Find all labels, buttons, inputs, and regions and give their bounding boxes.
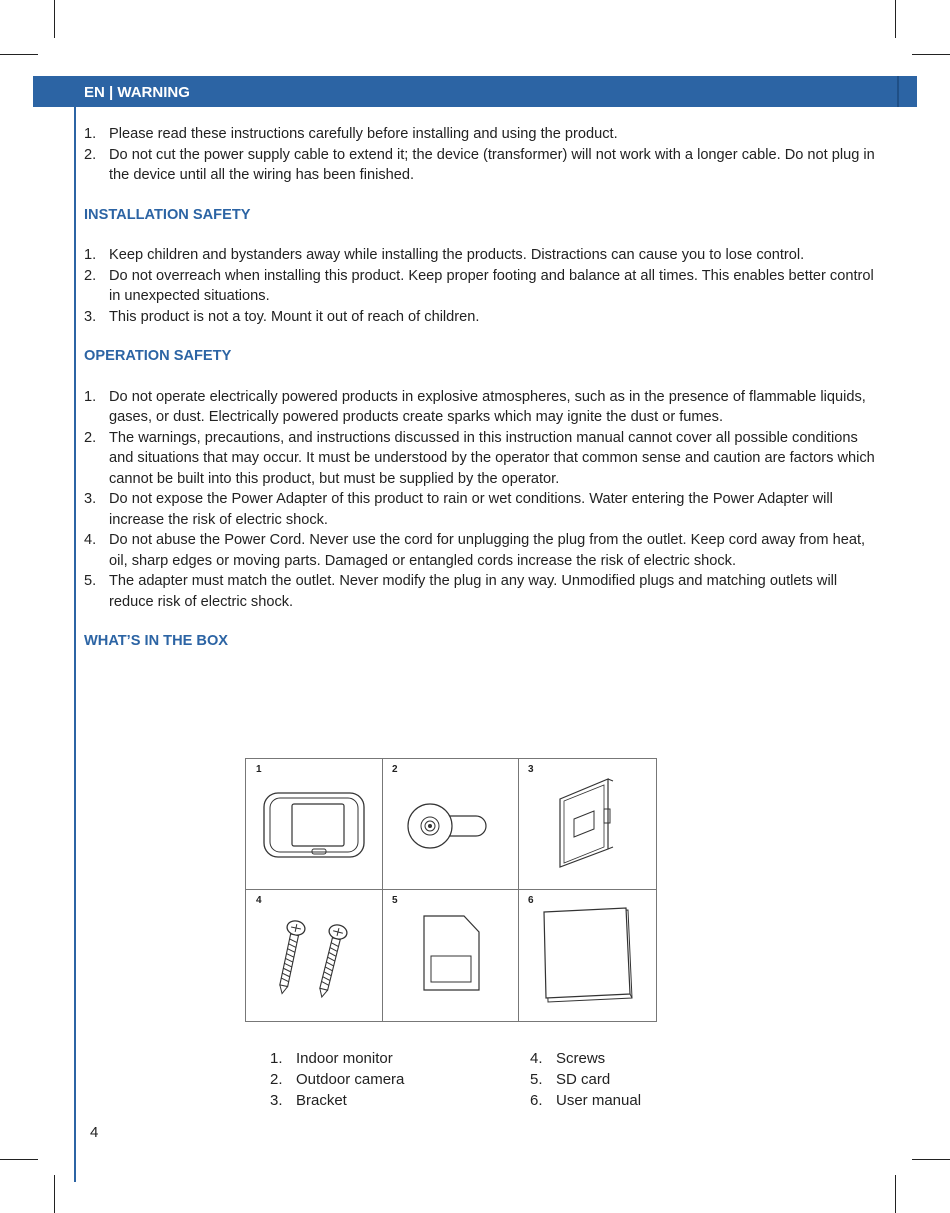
crop-mark [0,54,38,55]
crop-mark [895,0,896,38]
list-item: 2. Do not overreach when installing this product. Keep proper footing and balance at all times. This enables better control in unexpected situations. [84,267,874,304]
list-item: 2. Do not cut the power supply cable to extend it; the device (transformer) will not work with a longer cable. Do not plug in the device until all the wiring has been finished. [84,146,875,183]
list-item: 1. Do not operate electrically powered products in explosive atmospheres, such as in the presence of flammable liquids, gases, or dust. Electrically powered products create sparks which may ignite the dust or fumes. [84,388,866,425]
crop-mark [0,1159,38,1160]
left-rule [74,107,76,1182]
screws-icon [246,890,382,1020]
legend-item: 2. Outdoor camera [270,1071,405,1088]
crop-mark [912,54,950,55]
cell-bracket: 3 [518,759,654,889]
user-manual-icon [518,890,654,1020]
cell-user-manual: 6 [518,890,654,1020]
legend-item: 6. User manual [530,1092,642,1109]
cell-indoor-monitor: 1 [246,759,382,889]
legend-item: 4. Screws [530,1050,606,1067]
legend-right [530,1048,641,1111]
legend-item: 1. Indoor monitor [270,1050,393,1067]
list-item: 5. The adapter must match the outlet. Never modify the plug in any way. Unmodified plugs and matching outlets will reduce risk of electric shock. [84,573,838,610]
list-item: 1. Please read these instructions carefully before installing and using the product. [84,126,618,142]
cell-outdoor-camera: 2 [382,759,518,889]
intro-list [84,124,884,186]
sd-card-icon [382,890,518,1020]
content [84,124,884,672]
cell-sd-card: 5 [382,890,518,1020]
legend-item: 5. SD card [530,1071,611,1088]
crop-mark [912,1159,950,1160]
operation-heading: OPERATION SAFETY [84,348,232,364]
list-item: 4. Do not abuse the Power Cord. Never use the cord for unplugging the plug from the outlet. Keep cord away from heat, oil, sharp edges or moving parts. Damaged or entangled cords increase the risk of electric shock. [84,532,866,569]
list-item: 2. The warnings, precautions, and instructions discussed in this instruction manual cannot cover all possible conditions and situations that may occur. It must be understood by the operator that common sense and caution are factors which cannot be built into this product, but must be supplied by the operator. [84,429,875,487]
installation-heading: INSTALLATION SAFETY [84,206,251,223]
list-item: 3. This product is not a toy. Mount it out of reach of children. [84,308,480,325]
page-number: 4 [90,1124,99,1141]
crop-mark [54,1175,55,1213]
outdoor-camera-icon [382,759,518,889]
crop-mark [54,0,55,38]
bracket-icon [518,759,654,889]
operation-list [84,387,884,613]
indoor-monitor-icon [246,759,382,889]
installation-list [84,245,884,327]
legend-item: 3. Bracket [270,1092,347,1109]
list-item: 3. Do not expose the Power Adapter of this product to rain or wet conditions. Water entering the Power Adapter will increase the risk of electric shock. [84,491,833,528]
cell-screws: 4 [246,890,382,1020]
box-heading: WHAT’S IN THE BOX [84,633,229,649]
header-title: EN | WARNING [84,84,190,101]
crop-mark [895,1175,896,1213]
contents-grid [245,758,657,1022]
list-item: 1. Keep children and bystanders away while installing the products. Distractions can cause you to lose control. [84,247,805,263]
legend-left [270,1048,404,1111]
